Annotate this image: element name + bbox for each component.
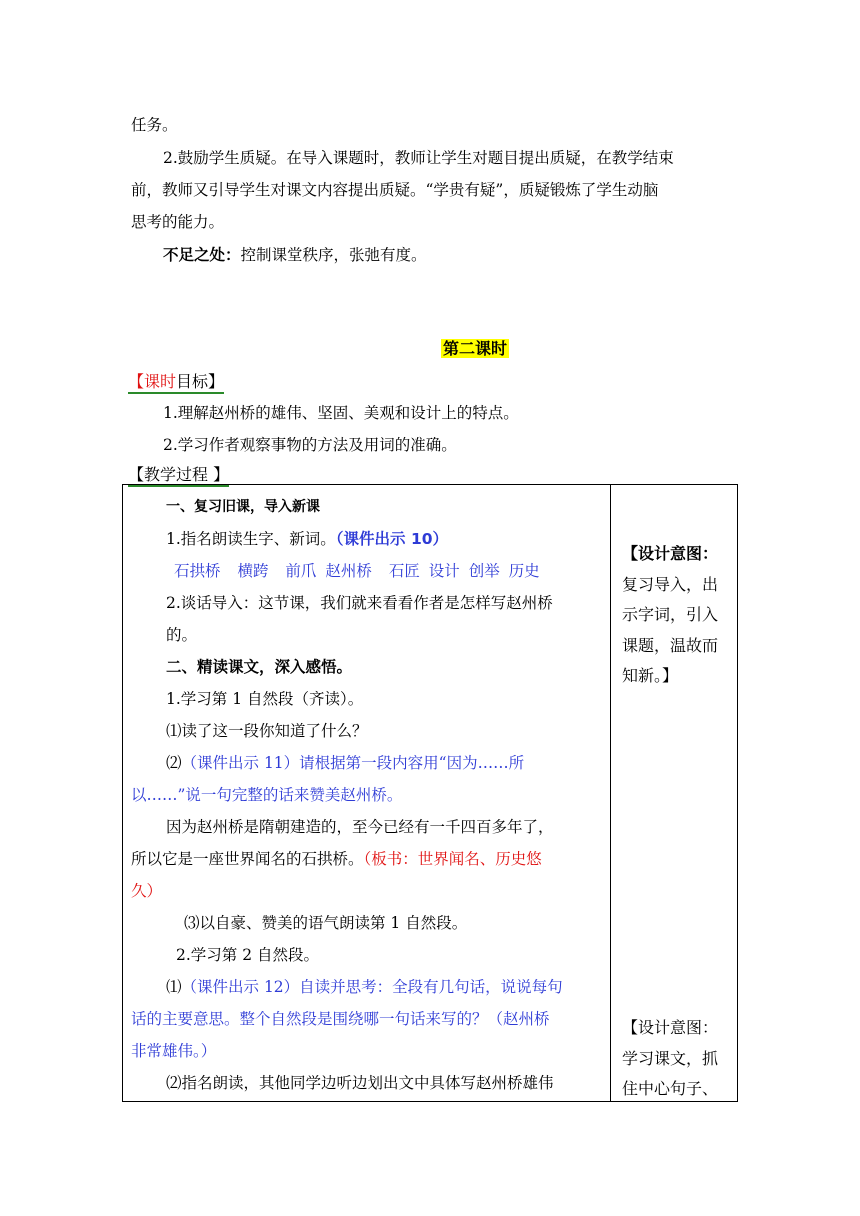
word: 石匠 [388,562,420,580]
word: 创举 [468,562,500,580]
paragraph-2-task-1-line-2: 话的主要意思。整个自然段是围绕哪一句话来写的？（赵州桥 [131,1010,550,1028]
step-1-item-2-line-1: 2.谈话导入：这节课，我们就来看看作者是怎样写赵州桥 [166,594,553,612]
word: 设计 [428,562,460,580]
goals-header-underlined: 【课时目标】 [128,372,224,394]
intro-paragraph-2-line-3: 思考的能力。 [131,213,225,231]
shortcoming-text: 控制课堂秩序，张弛有度。 [240,246,427,264]
question-3: ⑶以自豪、赞美的语气朗读第 1 自然段。 [184,914,468,932]
word: 赵州桥 [325,562,372,580]
paragraph-2-task-1-line-3: 非常雄伟。） [131,1042,217,1060]
word: 历史 [508,562,540,580]
step-2-item-2: 2.学习第 2 自然段。 [176,946,320,964]
section-title: 第二课时 [443,339,508,358]
design-intent-note-1: 【设计意图： 复习导入，出 示字词，引入 课题，温故而 知新。】 [622,544,719,685]
step-2-item-1: 1.学习第 1 自然段（齐读）。 [166,690,364,708]
paragraph-2-task-1-line-1: ⑴（课件出示 12）自读并思考：全段有几句话，说说每句 [166,978,563,996]
step-2-title: 二、精读课文，深入感悟。 [166,658,353,676]
shortcoming-paragraph [163,243,427,265]
word: 横跨 [237,562,269,580]
step-1-title: 一、复习旧课，导入新课 [166,499,320,515]
goals-header [128,369,224,392]
question-1: ⑴读了这一段你知道了什么？ [166,722,368,740]
question-2-line-1: ⑵（课件出示 11）请根据第一段内容用“因为……所 [166,754,525,772]
goal-item-2: 2.学习作者观察事物的方法及用词的准确。 [163,436,457,454]
vocabulary-words [174,559,540,581]
paragraph-2-task-2-line-1: ⑵指名朗读，其他同学边听边划出文中具体写赵州桥雄伟 [166,1074,554,1092]
table-column-divider [610,484,611,1102]
word: 前爪 [285,562,317,580]
process-header: 【教学过程 】 [128,462,229,485]
intro-paragraph-2-line-2: 前，教师又引导学生对课文内容提出质疑。“学贵有疑”，质疑锻炼了学生动脑 [131,181,659,199]
answer-line-1: 因为赵州桥是隋朝建造的，至今已经有一千四百多年了， [166,818,554,836]
word: 石拱桥 [174,562,221,580]
design-intent-note-2: 【设计意图： 学习课文，抓 住中心句子、 [622,1018,719,1098]
shortcoming-label: 不足之处： [163,246,241,264]
step-1-item-2-line-2: 的。 [166,626,198,644]
question-2-line-2: 以……”说一句完整的话来赞美赵州桥。 [131,786,403,804]
intro-paragraph-2-line-1: 2.鼓励学生质疑。在导入课题时，教师让学生对题目提出质疑，在教学结束 [163,149,674,167]
step-1-item-1: 1.指名朗读生字、新词。（课件出示 10） [166,530,449,548]
answer-line-2: 所以它是一座世界闻名的石拱桥。（板书：世界闻名、历史悠 [131,850,542,868]
answer-line-3: 久） [131,882,163,900]
intro-line-continued: 任务。 [131,116,178,134]
goal-item-1: 1.理解赵州桥的雄伟、坚固、美观和设计上的特点。 [163,404,519,422]
